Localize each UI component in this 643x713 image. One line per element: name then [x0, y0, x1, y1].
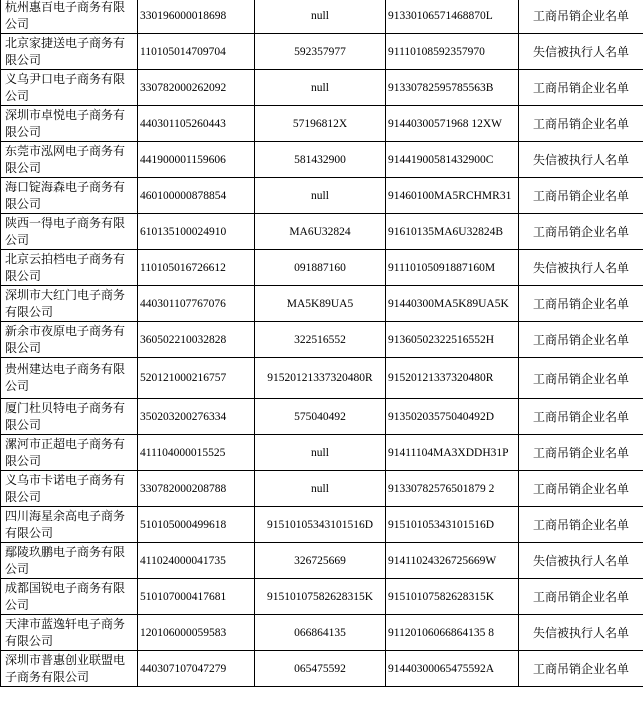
- organization-code-cell: null: [255, 70, 386, 106]
- table-row: [1, 142, 643, 178]
- company-name-cell: 鄢陵玖鹏电子商务有限公司: [1, 543, 138, 579]
- list-status-cell: 工商吊销企业名单: [519, 435, 643, 471]
- company-name-cell: 东莞市泓网电子商务有限公司: [1, 142, 138, 178]
- company-name-cell: 漯河市正超电子商务有限公司: [1, 435, 138, 471]
- company-name-cell: 义乌市卡诺电子商务有限公司: [1, 471, 138, 507]
- company-name-cell: 四川海星余高电子商务有限公司: [1, 507, 138, 543]
- credit-code-cell: 91411104MA3XDDH31P: [386, 435, 519, 471]
- credit-code-cell: 91110105091887160M: [386, 250, 519, 286]
- table-row: [1, 34, 643, 70]
- registration-number-cell: 330782000208788: [138, 471, 255, 507]
- table-row: [1, 507, 643, 543]
- table-row: [1, 178, 643, 214]
- registration-number-cell: 440301105260443: [138, 106, 255, 142]
- registration-number-cell: 510107000417681: [138, 579, 255, 615]
- list-status-cell: 工商吊销企业名单: [519, 178, 643, 214]
- table-row: [1, 250, 643, 286]
- credit-code-cell: 91520121337320480R: [386, 358, 519, 399]
- list-status-cell: 工商吊销企业名单: [519, 399, 643, 435]
- company-name-cell: 深圳市卓悦电子商务有限公司: [1, 106, 138, 142]
- list-status-cell: 失信被执行人名单: [519, 142, 643, 178]
- company-name-cell: 新余市夜原电子商务有限公司: [1, 322, 138, 358]
- list-status-cell: 工商吊销企业名单: [519, 286, 643, 322]
- list-status-cell: 工商吊销企业名单: [519, 322, 643, 358]
- credit-code-cell: 91330106571468870L: [386, 0, 519, 34]
- credit-code-cell: 91360502322516552H: [386, 322, 519, 358]
- list-status-cell: 工商吊销企业名单: [519, 70, 643, 106]
- registration-number-cell: 440301107767076: [138, 286, 255, 322]
- list-status-cell: 工商吊销企业名单: [519, 579, 643, 615]
- registration-number-cell: 330782000262092: [138, 70, 255, 106]
- company-list-body: [1, 0, 643, 687]
- registration-number-cell: 110105014709704: [138, 34, 255, 70]
- organization-code-cell: 066864135: [255, 615, 386, 651]
- registration-number-cell: 110105016726612: [138, 250, 255, 286]
- organization-code-cell: 91510105343101516D: [255, 507, 386, 543]
- credit-code-cell: 91440300571968 12XW: [386, 106, 519, 142]
- organization-code-cell: null: [255, 0, 386, 34]
- organization-code-cell: 57196812X: [255, 106, 386, 142]
- registration-number-cell: 330196000018698: [138, 0, 255, 34]
- credit-code-cell: 91440300065475592A: [386, 651, 519, 687]
- organization-code-cell: 592357977: [255, 34, 386, 70]
- company-name-cell: 北京云拍档电子商务有限公司: [1, 250, 138, 286]
- company-name-cell: 深圳市普惠创业联盟电子商务有限公司: [1, 651, 138, 687]
- credit-code-cell: 91330782576501879 2: [386, 471, 519, 507]
- list-status-cell: 工商吊销企业名单: [519, 0, 643, 34]
- credit-code-cell: 91350203575040492D: [386, 399, 519, 435]
- list-status-cell: 工商吊销企业名单: [519, 358, 643, 399]
- list-status-cell: 工商吊销企业名单: [519, 651, 643, 687]
- company-name-cell: 成都国锐电子商务有限公司: [1, 579, 138, 615]
- table-row: [1, 579, 643, 615]
- list-status-cell: 失信被执行人名单: [519, 250, 643, 286]
- organization-code-cell: 575040492: [255, 399, 386, 435]
- company-name-cell: 厦门杜贝特电子商务有限公司: [1, 399, 138, 435]
- table-row: [1, 399, 643, 435]
- table-row: [1, 322, 643, 358]
- list-status-cell: 失信被执行人名单: [519, 615, 643, 651]
- credit-code-cell: 91411024326725669W: [386, 543, 519, 579]
- table-row: [1, 286, 643, 322]
- credit-code-cell: 91330782595785563B: [386, 70, 519, 106]
- registration-number-cell: 460100000878854: [138, 178, 255, 214]
- table-row: [1, 214, 643, 250]
- table-row: [1, 651, 643, 687]
- list-status-cell: 失信被执行人名单: [519, 34, 643, 70]
- company-name-cell: 海口锭海森电子商务有限公司: [1, 178, 138, 214]
- credit-code-cell: 91110108592357970: [386, 34, 519, 70]
- credit-code-cell: 91120106066864135 8: [386, 615, 519, 651]
- organization-code-cell: null: [255, 178, 386, 214]
- company-name-cell: 杭州惠百电子商务有限公司: [1, 0, 138, 34]
- organization-code-cell: 326725669: [255, 543, 386, 579]
- organization-code-cell: null: [255, 435, 386, 471]
- registration-number-cell: 610135100024910: [138, 214, 255, 250]
- organization-code-cell: 065475592: [255, 651, 386, 687]
- credit-code-cell: 91441900581432900C: [386, 142, 519, 178]
- company-name-cell: 义乌尹口电子商务有限公司: [1, 70, 138, 106]
- organization-code-cell: MA6U32824: [255, 214, 386, 250]
- list-status-cell: 工商吊销企业名单: [519, 471, 643, 507]
- list-status-cell: 工商吊销企业名单: [519, 106, 643, 142]
- list-status-cell: 工商吊销企业名单: [519, 214, 643, 250]
- table-row: [1, 70, 643, 106]
- list-status-cell: 工商吊销企业名单: [519, 507, 643, 543]
- registration-number-cell: 411104000015525: [138, 435, 255, 471]
- credit-code-cell: 91510105343101516D: [386, 507, 519, 543]
- organization-code-cell: 091887160: [255, 250, 386, 286]
- registration-number-cell: 441900001159606: [138, 142, 255, 178]
- company-name-cell: 深圳市大红门电子商务有限公司: [1, 286, 138, 322]
- table-row: [1, 0, 643, 34]
- list-status-cell: 失信被执行人名单: [519, 543, 643, 579]
- credit-code-cell: 91510107582628315K: [386, 579, 519, 615]
- table-row: [1, 615, 643, 651]
- table-row: [1, 471, 643, 507]
- registration-number-cell: 350203200276334: [138, 399, 255, 435]
- table-row: [1, 543, 643, 579]
- registration-number-cell: 411024000041735: [138, 543, 255, 579]
- credit-code-cell: 91440300MA5K89UA5K: [386, 286, 519, 322]
- registration-number-cell: 510105000499618: [138, 507, 255, 543]
- organization-code-cell: 91510107582628315K: [255, 579, 386, 615]
- registration-number-cell: 360502210032828: [138, 322, 255, 358]
- credit-code-cell: 91460100MA5RCHMR31: [386, 178, 519, 214]
- credit-code-cell: 91610135MA6U32824B: [386, 214, 519, 250]
- organization-code-cell: MA5K89UA5: [255, 286, 386, 322]
- company-name-cell: 北京家捷送电子商务有限公司: [1, 34, 138, 70]
- company-name-cell: 天津市蓝逸轩电子商务有限公司: [1, 615, 138, 651]
- table-row: [1, 358, 643, 399]
- company-name-cell: 陕西一得电子商务有限公司: [1, 214, 138, 250]
- company-name-cell: 贵州建达电子商务有限公司: [1, 358, 138, 399]
- organization-code-cell: 91520121337320480R: [255, 358, 386, 399]
- table-row: [1, 106, 643, 142]
- table-row: [1, 435, 643, 471]
- registration-number-cell: 440307107047279: [138, 651, 255, 687]
- organization-code-cell: null: [255, 471, 386, 507]
- registration-number-cell: 120106000059583: [138, 615, 255, 651]
- organization-code-cell: 322516552: [255, 322, 386, 358]
- registration-number-cell: 520121000216757: [138, 358, 255, 399]
- organization-code-cell: 581432900: [255, 142, 386, 178]
